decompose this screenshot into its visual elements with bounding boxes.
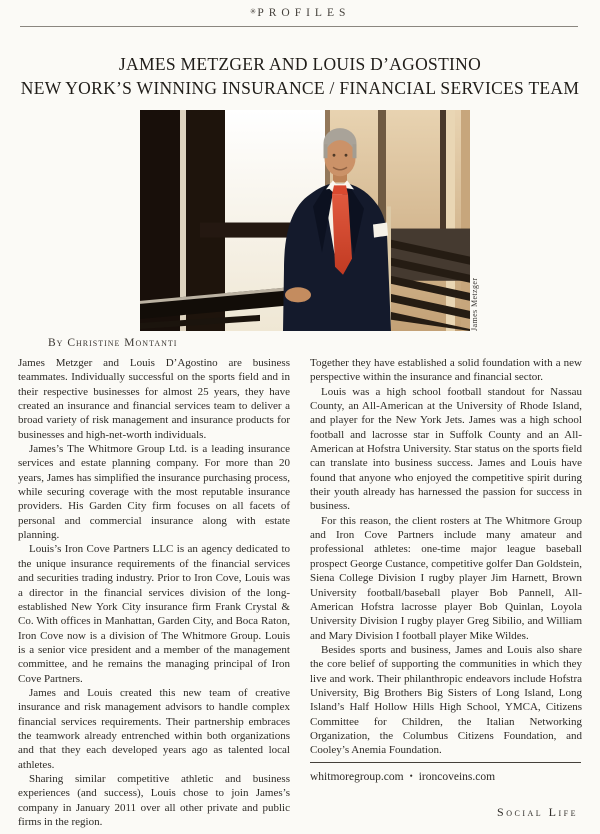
title-line-1: JAMES METZGER AND LOUIS D’AGOSTINO bbox=[118, 54, 482, 74]
face bbox=[325, 140, 356, 176]
tie-knot bbox=[332, 185, 348, 194]
magazine-name: Social Life bbox=[497, 805, 578, 819]
paragraph: James’s The Whitmore Group Ltd. is a leading insurance services and estate planning company. For more than 20 years, James has simplified the insurance purchasing process, while securing coverage with the most reputable insurance providers. His Garden City firm focuses on all facets of personal and commercial insurance along with estate planning. bbox=[18, 443, 290, 542]
paragraph: Louis’s Iron Cove Partners LLC is an agency dedicated to the unique insurance requirements of the financial services and securities trading industry. Prior to Iron Cove, Louis was a director in the financial services division of the long-established New York City insurance firm Frank Crystal & Co. With offices in Manhattan, Garden City, and Boca Raton, Iron Cove now is a division of The Whitmore Group. Louis is a senior vice president and a member of the management committee, and he remains the managing principal of Iron Cove Partners. bbox=[18, 543, 290, 685]
paragraph: Together they have established a solid foundation with a new perspective within the insurance and financial sector. bbox=[310, 357, 582, 384]
section-label-text: PROFILES bbox=[257, 7, 351, 19]
title-line-2: NEW YORK’S WINNING INSURANCE / FINANCIAL SERVICES TEAM bbox=[20, 77, 580, 98]
paragraph: Louis was a high school football standout for Nassau County, an All-American at the University of Rhode Island, and player for the New York Jets. James was a high school football and lacrosse star in Suffolk County and an All-American at Hofstra University. Star status on the sports field can translate into business success. James and Louis have found that anyone who enjoyed the competitive spirit during their youth already has harnessed the passion for success in business. bbox=[310, 385, 582, 513]
header-rule bbox=[20, 26, 578, 27]
hand bbox=[285, 287, 311, 302]
photo-credit: James Metzger bbox=[470, 277, 479, 331]
article-title bbox=[0, 53, 600, 100]
paragraph: Besides sports and business, James and Louis also share the core belief of supporting the communities in which they live and work. Their philanthropic endeavors include Hofstra University, Big Brothers Big Sisters of Long Island, Long Island’s Half Hollow Hills High School, YMCA, Citizens Committee for Children, the Italian Networking Organization, the Columbus Citizens Foundation, and Cooley’s Anemia Foundation. bbox=[310, 643, 582, 757]
website-ironcove: ironcoveins.com bbox=[418, 771, 496, 783]
bullet-separator-icon: • bbox=[409, 771, 413, 781]
paragraph: Sharing similar competitive athletic and business experiences (and success), Louis chose to join James’s company in January 2011 over all other private and public firms in the region. bbox=[18, 772, 290, 828]
profile-photo-illustration bbox=[140, 110, 470, 331]
section-header bbox=[0, 7, 600, 19]
right-column bbox=[310, 356, 582, 758]
footer-rule bbox=[310, 762, 581, 763]
window-bar bbox=[200, 223, 295, 238]
websites-line bbox=[310, 771, 495, 783]
paragraph: For this reason, the client rosters at The Whitmore Group and Iron Cove Partners include many amateur and professional athletes: one-time major league baseball prospect George Custance, competitive golfer Dan Goldstein, Siena College Division I rugby player Jim Harnett, Brown University football/baseball player Bob Pannell, All-American Hofstra lacrosse player Bob Quinlan, Loyola University Division I rugby player Greg Sibilio, and William and Mary Division I football player Mike Wildes. bbox=[310, 514, 582, 642]
paragraph: James and Louis created this new team of creative insurance and risk management advisors to handle complex financial services requirements. Their partnership embraces the teamwork already entrenched within both organizations and that they each developed years ago as talented local athletes. bbox=[18, 686, 290, 771]
profile-photo bbox=[140, 110, 470, 331]
left-column bbox=[18, 356, 290, 829]
fleuron-icon: ✳ bbox=[249, 7, 257, 16]
pocket-square bbox=[373, 223, 388, 238]
paragraph: James Metzger and Louis D’Agostino are business teammates. Individually successful on the sports field and in their respective businesses for almost 25 years, they have created an insurance and financial services team to deliver a broad variety of risk management and insurance products for businesses and high-net-worth individuals. bbox=[18, 357, 290, 441]
website-whitmore: whitmoregroup.com bbox=[310, 771, 404, 783]
byline: By Christine Montanti bbox=[48, 337, 178, 349]
